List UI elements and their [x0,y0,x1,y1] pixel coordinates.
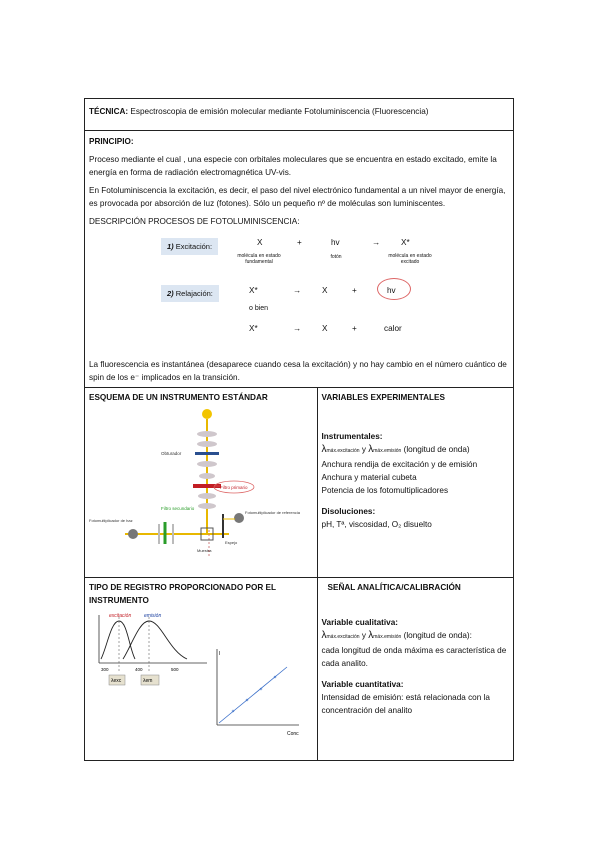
x-axis-label: Conc [287,731,299,737]
lambda-exc-box: λexc [111,678,122,684]
reference-photomultiplier-icon [234,513,244,523]
signal-cell [317,578,513,761]
register-cell [85,578,318,761]
excitation-reactant: X [257,238,263,247]
lambda-item: λmáx.excitación y λmáx.emisión (longitud de onda) [321,444,470,455]
technique-cell [85,99,514,131]
excitation-curve-label: excitación [109,613,132,619]
excitation-product: X* [401,238,410,247]
excitation-arrow: → [372,238,381,247]
relaxation-or: o bien [249,305,269,312]
tick-500: 500 [171,667,179,672]
relaxation-reactant-2: X* [249,324,258,333]
calibration-line [219,667,287,723]
principle-cell [85,131,514,388]
principle-paragraph-1: Proceso mediante el cual , una especie con orbitales moleculares que se encuentra en estado excitado, emite la energía en forma de radiación electromagnética UV-vis. [89,155,497,177]
relaxation-arrow: → [293,286,302,295]
process-heading: DESCRIPCIÓN PROCESOS DE FOTOLUMINISCENCIA: [89,217,300,226]
photomultiplier-power-item: Potencia de los fotomultiplicadores [321,486,449,495]
excitation-label-box: 1) Excitación: [161,238,218,255]
instrument-diagram [89,404,313,574]
document-page [84,98,514,761]
relaxation-label-box: 2) Relajación: [161,285,219,302]
y-axis-label: I [219,651,221,657]
emission-curve-label: emisión [144,613,162,619]
signal-lambda-item: λmáx.excitación y λmáx.emisión (longitud de onda): [321,630,472,641]
relaxation-reactant: X* [249,286,258,295]
instrumental-block [322,430,509,531]
principle-heading: PRINCIPIO: [89,137,134,146]
relaxation-product-2: X [322,324,328,333]
cuvette-item: Anchura y material cubeta [321,473,417,482]
instrument-svg [89,404,306,564]
scheme-heading: ESQUEMA DE UN INSTRUMENTO ESTÁNDAR [89,393,268,402]
instrumental-heading: Instrumentales: [321,432,383,441]
primary-filter-label: Filtro primario [220,485,248,490]
register-heading: TIPO DE REGISTRO PROPORCIONADO POR EL INSTRUMENTO [89,583,276,605]
variables-heading: VARIABLES EXPERIMENTALES [321,393,445,402]
photomultiplier-icon [128,529,138,539]
technique-value: Espectroscopia de emisión molecular mediante Fotoluminiscencia (Fluorescencia) [130,107,429,116]
quantitative-heading: Variable cuantitativa: [321,680,404,689]
photoluminescence-scheme [89,232,509,356]
technique-table [84,98,514,761]
dissolution-text: pH, Tª, viscosidad, O₂ disuelto [321,520,432,529]
qualitative-text: cada longitud de onda máxima es característica de cada analito. [321,646,507,668]
light-source-icon [202,409,212,419]
variables-cell [317,388,513,578]
tick-400: 400 [135,667,143,672]
excitation-product-note: molécula en estado excitado [388,253,432,265]
excitation-spectrum [101,621,135,659]
technique-label: TÉCNICA: [89,107,129,116]
sample-label: Muestra [197,548,212,553]
lambda-em-box: λem [143,678,153,684]
slit-item: Anchura rendija de excitación y de emisión [321,460,478,469]
register-figure [89,607,313,757]
relaxation-plus: + [352,286,357,295]
dissolution-heading: Disoluciones: [321,507,376,516]
secondary-filter-label: Filtro secundario [161,506,195,511]
excitation-reactant-note: molécula en estado fundamental [237,253,281,265]
relaxation-product: X [322,286,328,295]
relaxation-arrow-2: → [293,324,302,333]
excitation-photon-note: fotón [330,254,342,260]
qualitative-heading: Variable cualitativa: [321,618,398,627]
tick-300: 300 [101,667,109,672]
principle-conclusion: La fluorescencia es instantánea (desaparece cuando cesa la excitación) y no hay cambio en el número cuántico de spin de los e⁻ implicados en la transición. [89,360,507,382]
mirror-label: Espejo [225,540,238,545]
shutter-label: Obturador [161,451,182,456]
shutter-bar [195,452,219,455]
photomultiplier-label: Fotomultiplicador de haz [89,518,133,523]
spectra-svg [89,607,306,747]
signal-heading: SEÑAL ANALÍTICA/CALIBRACIÓN [327,583,461,592]
excitation-plus: + [297,238,302,247]
relaxation-plus-2: + [352,324,357,333]
quantitative-text: Intensidad de emisión: está relacionada con la concentración del analito [321,693,490,715]
qualitative-block [322,616,509,717]
relaxation-heat: calor [384,324,402,333]
relaxation-photon: hv [387,286,396,295]
scheme-cell [85,388,318,578]
principle-paragraph-2: En Fotoluminiscencia la excitación, es decir, el paso del nivel electrónico fundamental a un nivel mayor de energía, es provocada por absorción de luz (fotones). Sólo un pequeño nº de moléculas son luminiscentes. [89,186,506,208]
excitation-photon: hv [331,238,340,247]
reference-photomultiplier-label: Fotomultiplicador de referencia [245,510,300,515]
